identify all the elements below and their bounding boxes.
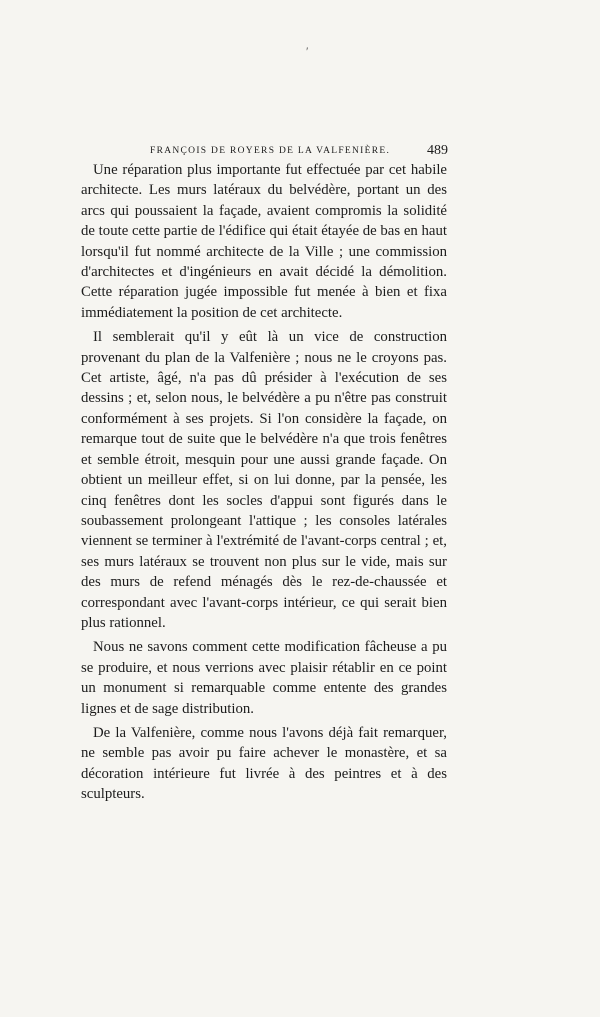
paragraph: Nous ne savons comment cette modification fâcheuse a pu se produire, et nous verrions avec plaisir rétablir en ce point un monument si remarquable comme entente des grandes lignes et de sage distribution. bbox=[81, 639, 447, 717]
running-title: FRANÇOIS DE ROYERS DE LA VALFENIÈRE. bbox=[150, 146, 391, 156]
paragraph: Une réparation plus importante fut effectuée par cet habile architecte. Les murs latéraux du belvédère, portant un des arcs qui poussaient la façade, avaient compromis la solidité de toute cette partie de l'édifice qui était étayée de bas en haut lorsqu'il fut nommé architecte de la Ville ; une commission d'architectes et d'ingénieurs en avait décidé la démolition. Cette réparation jugée impossible fut menée à bien et fixa immédiatement la position de cet architecte. bbox=[81, 162, 447, 321]
page-number: 489 bbox=[427, 143, 448, 158]
paragraph: Il semblerait qu'il y eût là un vice de construction provenant du plan de la Valfenière ; nous ne le croyons pas. Cet artiste, âgé, n'a pas dû présider à l'exécution de ses dessins ; et, selon nous, le belvédère a pu n'être pas construit conformément à ses projets. Si l'on considère la façade, on remarque tout de suite que le belvédère n'a que trois fenêtres et semble étroit, mesquin pour une aussi grande façade. On obtient un meilleur effet, si on lui donne, par la pensée, les cinq fenêtres dont les socles d'appui sont figurés dans le soubassement prolongeant l'attique ; les consoles latérales viennent se terminer à l'extrémité de l'avant-corps central ; et, ses murs latéraux se trouvent non plus sur le vide, mais sur des murs de refend ménagés dès le rez-de-chaussée et correspondant avec l'avant-corps intérieur, ce qui serait bien plus rationnel. bbox=[81, 329, 447, 631]
body-text bbox=[81, 160, 447, 809]
paragraph: De la Valfenière, comme nous l'avons déjà fait remarquer, ne semble pas avoir pu faire achever le monastère, et sa décoration intérieure fut livrée à des peintres et à des sculpteurs. bbox=[81, 724, 447, 803]
stray-mark: ′ bbox=[306, 44, 309, 58]
